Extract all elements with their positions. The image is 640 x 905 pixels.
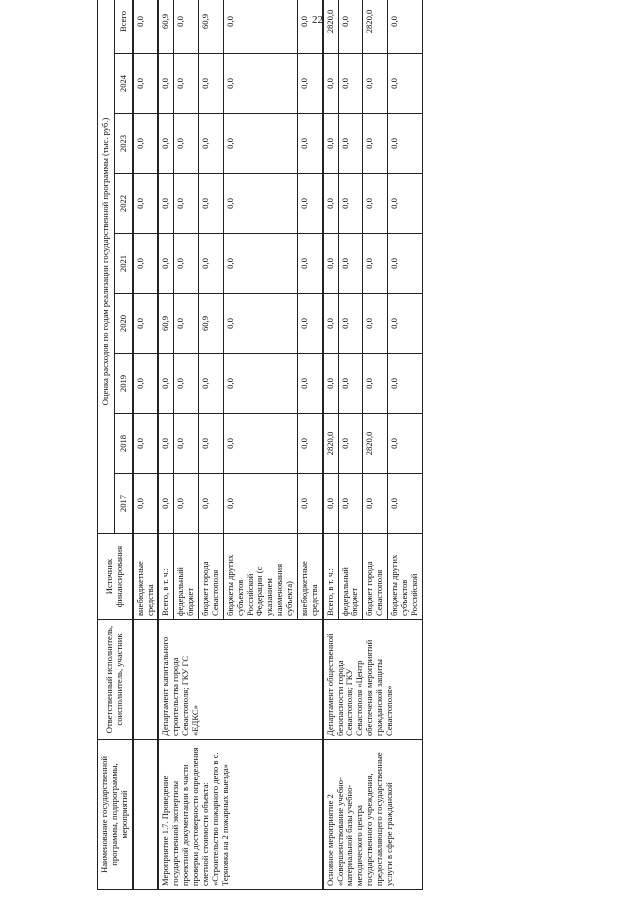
budget-table [97,0,423,890]
year-value: 0,0 [174,414,199,474]
rotated-table-container [97,9,537,890]
year-value: 0,0 [363,474,388,534]
year-value: 0,0 [158,414,173,474]
year-value: 0,0 [174,474,199,534]
header-year: 2022 [115,174,133,234]
year-value: 0,0 [388,54,423,114]
year-value: 0,0 [223,54,297,114]
year-value: 2820,0 [323,414,338,474]
year-value: 0,0 [323,294,338,354]
year-value: 60,9 [158,294,173,354]
year-value: 0,0 [338,414,363,474]
year-value: 0,0 [323,354,338,414]
header-year: 2021 [115,234,133,294]
funding-source: бюджет города Севастополя [363,534,388,620]
activity-name [133,740,159,890]
year-value: 0,0 [174,114,199,174]
year-value: 0,0 [223,294,297,354]
year-value: 0,0 [199,234,224,294]
year-value: 0,0 [133,174,159,234]
year-value: 0,0 [158,114,173,174]
year-value: 2820,0 [363,414,388,474]
year-value: 0,0 [338,234,363,294]
year-value: 0,0 [133,234,159,294]
year-value: 0,0 [388,174,423,234]
year-value: 0,0 [297,54,322,114]
year-value: 0,0 [338,294,363,354]
total-value: 0,0 [338,0,363,54]
funding-source: внебюджетные средства [133,534,159,620]
year-value: 0,0 [338,174,363,234]
header-year: 2018 [115,414,133,474]
year-value: 0,0 [338,54,363,114]
year-value: 60,9 [199,294,224,354]
year-value: 0,0 [158,474,173,534]
year-value: 0,0 [133,414,159,474]
year-value: 0,0 [338,114,363,174]
table-row [133,0,159,890]
year-value: 0,0 [338,474,363,534]
year-value: 0,0 [297,234,322,294]
header-name: Наименование государственной программы, подпрограммы, мероприятий [98,740,133,890]
year-value: 0,0 [174,294,199,354]
total-value: 0,0 [133,0,159,54]
year-value: 0,0 [199,414,224,474]
header-year: 2020 [115,294,133,354]
year-value: 0,0 [323,234,338,294]
year-value: 0,0 [199,54,224,114]
year-value: 0,0 [323,474,338,534]
year-value: 0,0 [158,354,173,414]
year-value: 0,0 [133,294,159,354]
year-value: 0,0 [363,174,388,234]
activity-executor: Департамент общественной безопасности города Севастополя; ГКУ Севастополя «Центр обеспечения мероприятий гражданской защиты Севастополя» [323,620,423,740]
year-value: 0,0 [363,54,388,114]
year-value: 0,0 [133,354,159,414]
year-value: 0,0 [174,174,199,234]
activity-name: Мероприятие 1.7. Проведение государственной экспертизы проектной документации в части проверки достоверности определения сметной стоимости объекта: «Строительство пожарного депо в с. Терновка на 2 пожарных выезда» [158,740,322,890]
funding-source: внебюджетные средства [297,534,322,620]
year-value: 0,0 [297,414,322,474]
year-value: 0,0 [158,234,173,294]
header-estimate: Оценка расходов по годам реализации государственной программы (тыс. руб.) [98,0,115,534]
year-value: 0,0 [158,54,173,114]
year-value: 0,0 [323,54,338,114]
year-value: 0,0 [363,114,388,174]
year-value: 0,0 [174,234,199,294]
year-value: 0,0 [297,294,322,354]
year-value: 0,0 [223,174,297,234]
total-value: 0,0 [388,0,423,54]
total-value: 60,9 [199,0,224,54]
header-year: 2017 [115,474,133,534]
year-value: 0,0 [133,114,159,174]
year-value: 0,0 [199,174,224,234]
year-value: 0,0 [223,474,297,534]
funding-source: бюджет города Севастополя [199,534,224,620]
year-value: 0,0 [199,354,224,414]
funding-source: бюджеты других субъектов Российской Федерации (с указанием наименования субъекта) [223,534,297,620]
year-value: 0,0 [323,114,338,174]
total-value: 0,0 [297,0,322,54]
year-value: 0,0 [363,294,388,354]
year-value: 0,0 [388,234,423,294]
year-value: 0,0 [223,354,297,414]
header-source: Источник финансирования [98,534,133,620]
funding-source: Всего, в т. ч.: [158,534,173,620]
year-value: 0,0 [297,354,322,414]
year-value: 0,0 [297,114,322,174]
total-value: 2820,0 [363,0,388,54]
year-value: 0,0 [297,474,322,534]
year-value: 0,0 [363,234,388,294]
total-value: 60,9 [158,0,173,54]
table-body [133,0,423,890]
year-value: 0,0 [388,414,423,474]
funding-source: бюджеты других субъектов Российской [388,534,423,620]
total-value: 2820,0 [323,0,338,54]
table-row [158,0,173,890]
year-value: 0,0 [133,54,159,114]
header-executor: Ответственный исполнитель, соисполнитель, участник [98,620,133,740]
activity-executor: Департамент капитального строительства города Севастополя; ГКУ ГС «ЕДКС» [158,620,322,740]
year-value: 0,0 [297,174,322,234]
year-value: 0,0 [388,474,423,534]
year-value: 0,0 [388,294,423,354]
funding-source: Всего, в т. ч.: [323,534,338,620]
table-row [323,0,338,890]
year-value: 0,0 [223,414,297,474]
year-value: 0,0 [323,174,338,234]
year-value: 0,0 [388,354,423,414]
header-year: 2024 [115,54,133,114]
year-value: 0,0 [199,474,224,534]
year-value: 0,0 [223,234,297,294]
total-value: 0,0 [174,0,199,54]
header-total: Всего [115,0,133,54]
year-value: 0,0 [388,114,423,174]
activity-executor [133,620,159,740]
total-value: 0,0 [223,0,297,54]
page-number: 22 [312,14,323,26]
year-value: 0,0 [158,174,173,234]
year-value: 0,0 [338,354,363,414]
year-value: 0,0 [223,114,297,174]
year-value: 0,0 [363,354,388,414]
activity-name: Основное мероприятие 2 «Совершенствование учебно-материальной базы учебно-методического центра государственного учреждения, предоставляющего государственные услуги в сфере гражданской [323,740,423,890]
year-value: 0,0 [174,54,199,114]
funding-source: федеральный бюджет [338,534,363,620]
funding-source: федеральный бюджет [174,534,199,620]
year-value: 0,0 [199,114,224,174]
header-year: 2023 [115,114,133,174]
year-value: 0,0 [174,354,199,414]
year-value: 0,0 [133,474,159,534]
header-year: 2019 [115,354,133,414]
